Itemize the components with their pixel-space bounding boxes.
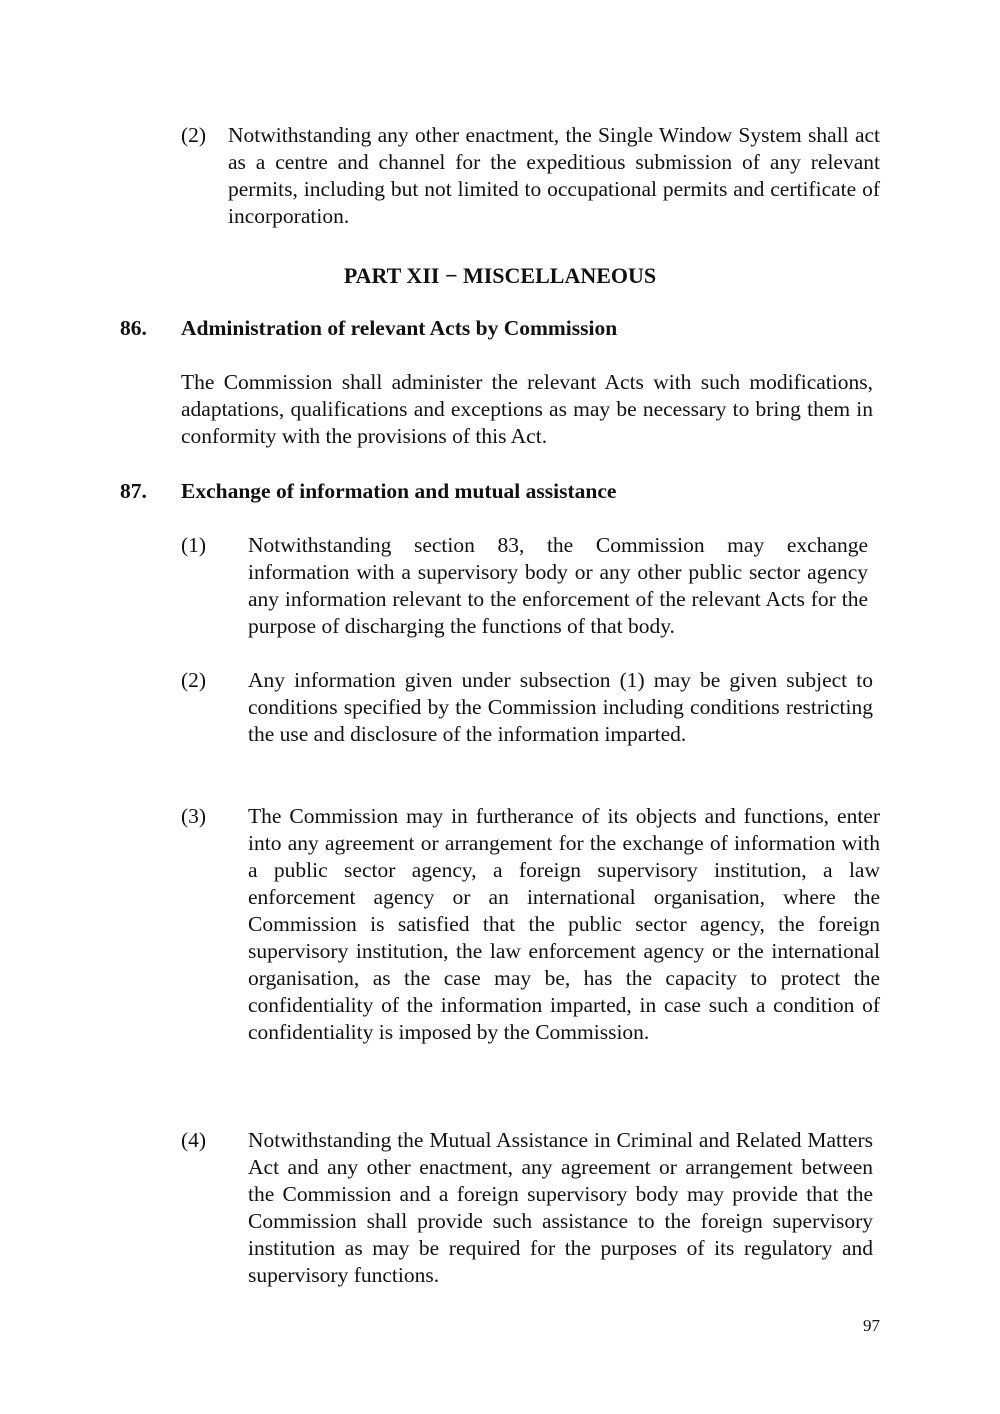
section-87-title: Exchange of information and mutual assistance — [181, 479, 617, 503]
section-87-number: 87. — [120, 479, 147, 503]
continuation-number: (2) — [181, 123, 207, 147]
subsection-text: Any information given under subsection (1) may be given subject to conditions specified by the Commission including conditions restricting the use and disclosure of the information imparted. — [248, 668, 873, 746]
subsection-number: (2) — [181, 668, 207, 692]
subsection-text: Notwithstanding section 83, the Commission may exchange information with a supervisory body or any other public sector agency any information relevant to the enforcement of the relevant Acts for the purpose of discharging the functions of that body. — [248, 533, 868, 638]
subsection-number: (3) — [181, 804, 207, 828]
subsection-text: The Commission may in furtherance of its objects and functions, enter into any agreement or arrangement for the exchange of information with a public sector agency, a foreign supervisory institution, a law enforcement agency or an international organisation, where the Commission is satisfied that the public sector agency, the foreign supervisory institution, the law enforcement agency or the international organisation, as the case may be, has the capacity to protect the confidentiality of the information imparted, in case such a condition of confidentiality is imposed by the Commission. — [248, 804, 880, 1044]
section-86-body: The Commission shall administer the relevant Acts with such modifications, adaptations, qualifications and exceptions as may be necessary to bring them in conformity with the provisions of this Act. — [181, 370, 873, 448]
subsection-number: (1) — [181, 533, 207, 557]
subsection-number: (4) — [181, 1128, 207, 1152]
section-86-title: Administration of relevant Acts by Commission — [181, 316, 618, 340]
continuation-text: Notwithstanding any other enactment, the Single Window System shall act as a centre and channel for the expeditious submission of any relevant permits, including but not limited to occupational permits and certificate of incorporation. — [228, 123, 880, 228]
part-title: PART XII − MISCELLANEOUS — [343, 263, 657, 288]
subsection-text: Notwithstanding the Mutual Assistance in Criminal and Related Matters Act and any other enactment, any agreement or arrangement between the Commission and a foreign supervisory body may provide that the Commission shall provide such assistance to the foreign supervisory institution as may be required for the purposes of its regulatory and supervisory functions. — [248, 1128, 873, 1287]
section-86-number: 86. — [120, 316, 147, 340]
page-number: 97 — [863, 1316, 880, 1335]
